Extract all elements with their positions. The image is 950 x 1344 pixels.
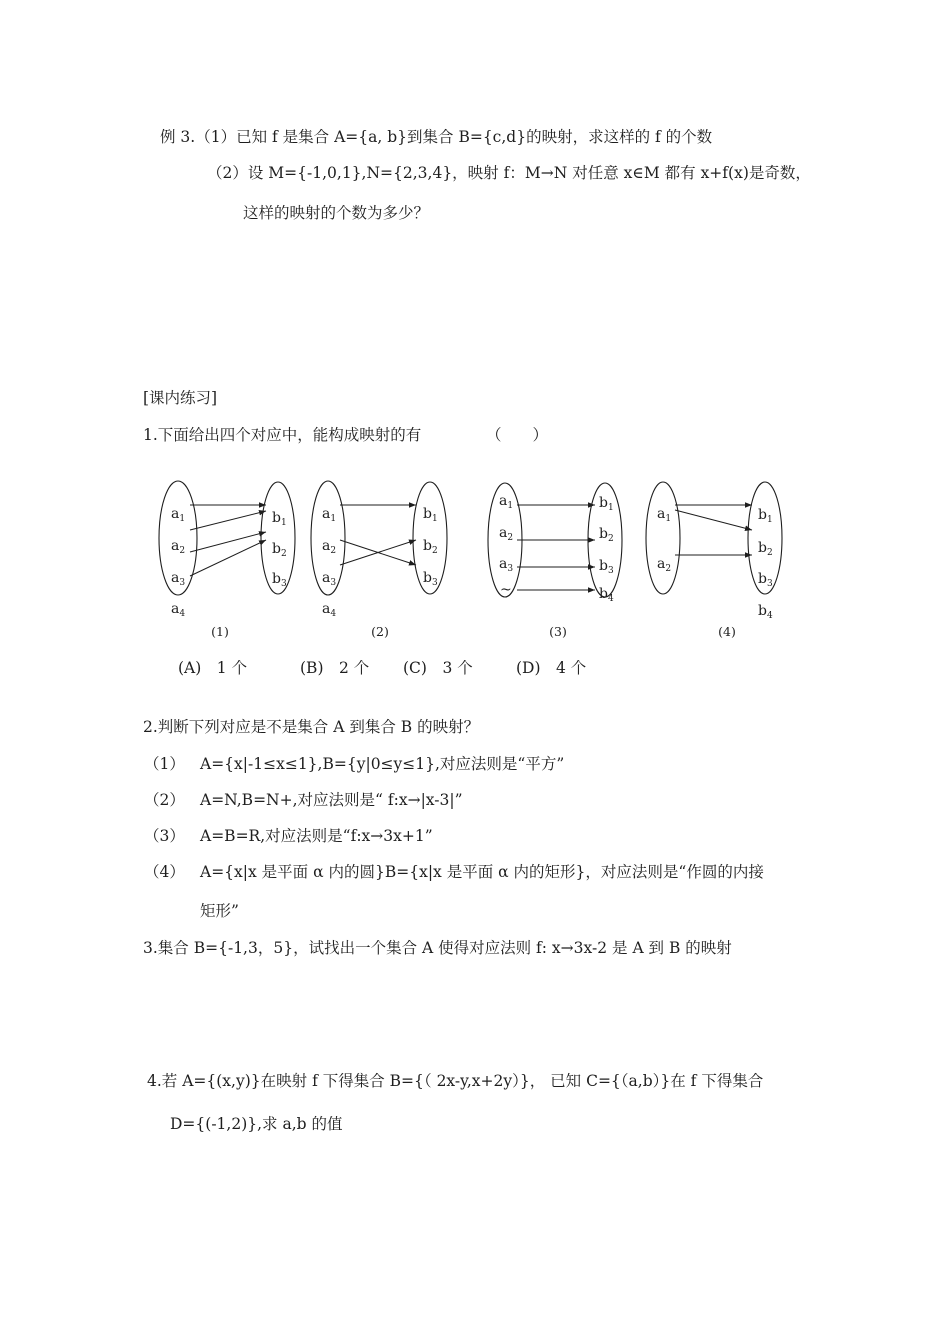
- codomain-element: $b_4$: [758, 603, 773, 621]
- domain-element: $a_3$: [322, 570, 337, 588]
- codomain-element: $b_3$: [423, 570, 438, 588]
- domain-element: $a_2$: [322, 538, 337, 556]
- codomain-element: $b_1$: [599, 495, 614, 513]
- question-2-item-text-cont: 矩形”: [200, 902, 239, 920]
- codomain-element: $b_3$: [758, 571, 773, 589]
- question-2-text: 2.判断下列对应是不是集合 A 到集合 B 的映射？: [143, 718, 480, 736]
- domain-element: $a_3$: [171, 570, 186, 588]
- codomain-element: $b_1$: [758, 507, 773, 525]
- domain-element: $a_4$: [171, 601, 186, 619]
- diagram-label: (3): [549, 624, 567, 639]
- codomain-element: $b_2$: [423, 538, 438, 556]
- codomain-element: $b_2$: [272, 541, 287, 559]
- practice-heading: [课内练习]: [143, 389, 218, 407]
- diagram-label: (2): [371, 624, 389, 639]
- question-2-item-number: （2）: [144, 791, 185, 809]
- diagram-label: (1): [211, 624, 229, 639]
- question-3-text: 3.集合 B={-1,3，5}，试找出一个集合 A 使得对应法则 f: x→3x-2 是 A 到 B 的映射: [143, 939, 732, 957]
- example3-part2: （2）设 M={-1,0,1},N={2,3,4}，映射 f：M→N 对任意 x∈M 都有 x+f(x)是奇数，: [207, 164, 811, 182]
- codomain-element: $b_3$: [272, 571, 287, 589]
- option-b: (B) 2 个: [300, 659, 370, 677]
- question-4-text: 4.若 A={(x,y)}在映射 f 下得集合 B={（ 2x-y,x+2y）}， 已知 C={（a,b）}在 f 下得集合: [147, 1072, 764, 1090]
- domain-element: $a_2$: [499, 525, 514, 543]
- diagram-1: [159, 481, 295, 639]
- diagram-4: [646, 482, 782, 639]
- option-d: (D) 4 个: [516, 659, 587, 677]
- domain-element: $a_1$: [171, 506, 186, 524]
- codomain-element: $b_2$: [758, 540, 773, 558]
- diagram-2: [311, 481, 447, 639]
- question-4-text-cont: D={(-1,2)},求 a,b 的值: [170, 1115, 343, 1133]
- codomain-element: $b_4$: [599, 586, 614, 604]
- mapping-diagrams: [0, 470, 950, 650]
- codomain-element: $b_1$: [272, 510, 287, 528]
- mapping-arrow: [190, 532, 266, 552]
- question-2-item-text: A=N,B=N+,对应法则是“ f:x→|x-3|”: [200, 791, 463, 809]
- domain-element: $a_2$: [171, 538, 186, 556]
- example3-part2-cont: 这样的映射的个数为多少？: [243, 204, 430, 222]
- diagram-3: [488, 483, 622, 639]
- domain-element: $a_1$: [499, 493, 514, 511]
- mapping-arrow: [675, 510, 752, 530]
- option-a: (A) 1 个: [178, 659, 248, 677]
- question-1-answer-blank: （ ）: [486, 426, 549, 444]
- example3-part1: 例 3.（1）已知 f 是集合 A={a, b}到集合 B={c,d}的映射，求这样的 f 的个数: [160, 128, 713, 146]
- option-c: (C) 3 个: [403, 659, 473, 677]
- question-2-item-number: （3）: [144, 827, 185, 845]
- diagram-label: (4): [718, 624, 736, 639]
- question-1-text: 1.下面给出四个对应中，能构成映射的有: [143, 426, 422, 444]
- domain-element: $a_4$: [322, 601, 337, 619]
- question-2-item-text: A={x|x 是平面 α 内的圆}B={x|x 是平面 α 内的矩形}，对应法则是“作圆的内接: [200, 863, 764, 881]
- codomain-element: $b_2$: [599, 526, 614, 544]
- domain-element: $a_1$: [322, 506, 337, 524]
- question-2-item-text: A={x|-1≤x≤1},B={y|0≤y≤1},对应法则是“平方”: [200, 755, 565, 773]
- domain-element: ~: [500, 582, 512, 598]
- mapping-arrow: [190, 511, 266, 530]
- domain-element: $a_1$: [657, 506, 672, 524]
- question-2-item-number: （4）: [144, 863, 185, 881]
- domain-ellipse: [646, 482, 680, 594]
- domain-element: $a_3$: [499, 556, 514, 574]
- codomain-element: $b_1$: [423, 506, 438, 524]
- question-2-item-text: A=B=R,对应法则是“f:x→3x+1”: [200, 827, 433, 845]
- question-2-item-number: （1）: [144, 755, 185, 773]
- domain-element: $a_2$: [657, 556, 672, 574]
- codomain-element: $b_3$: [599, 558, 614, 576]
- mapping-arrow: [190, 540, 266, 576]
